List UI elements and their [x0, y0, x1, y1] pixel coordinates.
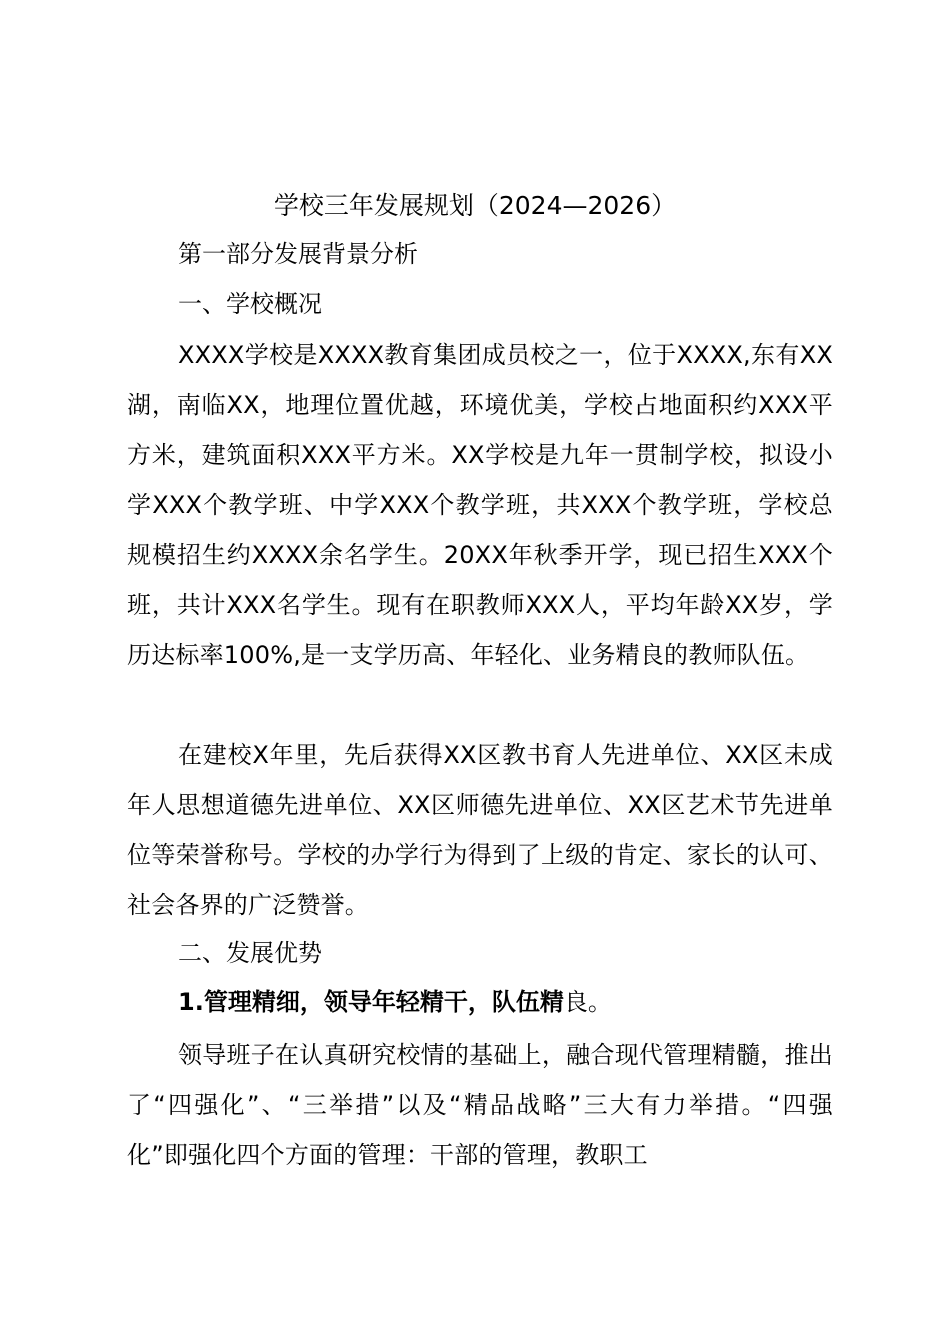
part-heading: 第一部分发展背景分析	[178, 240, 418, 268]
subheading-management	[178, 984, 612, 1020]
section-heading-advantages: 二、发展优势	[178, 939, 322, 967]
paragraph-honors: 在建校X年里，先后获得XX区教书育人先进单位、XX区未成年人思想道德先进单位、XX区师德先进单位、XX区艺术节先进单位等荣誉称号。学校的办学行为得到了上级的肯定、家长的认可、社会各界的广泛赞誉。	[127, 741, 833, 919]
paragraph-school-overview: XXXX学校是XXXX教育集团成员校之一，位于XXXX,东有XX湖，南临XX，地理位置优越，环境优美，学校占地面积约XXX平方米，建筑面积XXX平方米。XX学校是九年一贯制学校，拟设小学XXX个教学班、中学XXX个教学班，共XXX个教学班，学校总规模招生约XXXX余名学生。20XX年秋季开学，现已招生XXX个班，共计XXX名学生。现有在职教师XXX人，平均年龄XX岁，学历达标率100%,是一支学历高、年轻化、业务精良的教师队伍。	[127, 341, 833, 669]
paragraph-management: 领导班子在认真研究校情的基础上，融合现代管理精髓，推出了“四强化”、“三举措”以及“精品战略”三大有力举措。“四强化”即强化四个方面的管理：干部的管理，教职工	[127, 1041, 833, 1169]
document-title: 学校三年发展规划（2024—2026）	[273, 191, 677, 220]
subheading-management-tail: 良。	[563, 988, 612, 1016]
subheading-management-bold: 1.管理精细，领导年轻精干，队伍精	[178, 988, 564, 1016]
section-heading-overview: 一、学校概况	[178, 290, 322, 318]
